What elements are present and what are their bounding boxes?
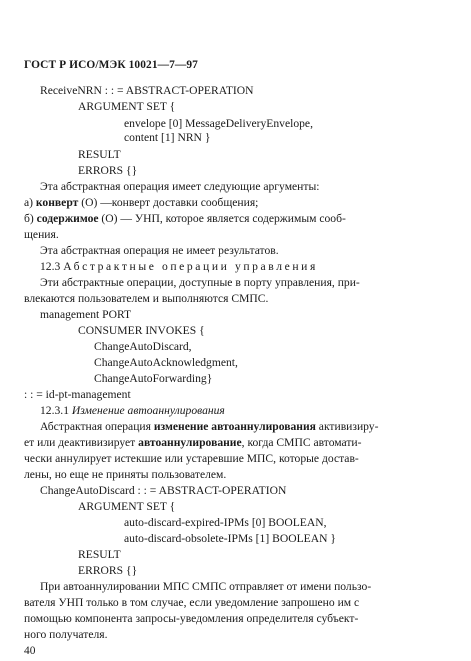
code-line: auto-discard-obsolete-IPMs [1] BOOLEAN } [124, 532, 336, 545]
paragraph-line: ет или деактивизирует автоаннулирование, когда СМПС автомати- [24, 436, 362, 449]
code-line: : : = id-pt-management [24, 388, 131, 401]
code-line: envelope [0] MessageDeliveryEnvelope, [124, 117, 313, 130]
code-line: ERRORS {} [78, 164, 138, 177]
paragraph-line: Абстрактная операция изменение автоаннулирования активизиру- [40, 420, 379, 433]
paragraph-line: ного получателя. [24, 628, 108, 641]
code-line: ChangeAutoForwarding} [94, 372, 213, 385]
code-line: ERRORS {} [78, 564, 138, 577]
term-auto-discard: автоаннулирование [138, 436, 242, 449]
paragraph-line: влекаются пользователем и выполняются СМПС. [24, 292, 269, 305]
paragraph-line: Эта абстрактная операция имеет следующие аргументы: [40, 180, 320, 193]
code-line: ReceiveNRN : : = ABSTRACT-OPERATION [40, 84, 254, 97]
paragraph-line: щения. [24, 228, 59, 241]
code-line: ChangeAutoAcknowledgment, [94, 356, 238, 369]
code-line: management PORT [40, 308, 132, 321]
paragraph-line: лены, но еще не приняты пользователем. [24, 468, 227, 481]
paragraph-line: помощью компонента запросы-уведомления определителя субъект- [24, 612, 359, 625]
subsection-heading: 12.3.1 Изменение автоаннулирования [40, 404, 225, 417]
page-number: 40 [24, 645, 36, 657]
code-line: ChangeAutoDiscard, [94, 340, 192, 353]
term-change-auto-discard: изменение автоаннулирования [153, 420, 316, 433]
paragraph-line: чески аннулирует истекшие или устаревшие МПС, которые достав- [24, 452, 359, 465]
section-heading: 12.3 Абстрактные операции управления [40, 260, 318, 273]
code-line: RESULT [78, 148, 121, 161]
paragraph-line: б) содержимое (О) — УНП, которое является содержимым сооб- [24, 212, 346, 225]
code-line: ARGUMENT SET { [78, 100, 176, 113]
document-header: ГОСТ Р ИСО/МЭК 10021—7—97 [24, 59, 198, 71]
paragraph-line: а) конверт (О) —конверт доставки сообщения; [24, 196, 259, 209]
paragraph-line: При автоаннулировании МПС СМПС отправляет от имени пользо- [40, 580, 372, 593]
code-line: auto-discard-expired-IPMs [0] BOOLEAN, [124, 516, 327, 529]
term-envelope: конверт [35, 196, 79, 209]
code-line: CONSUMER INVOKES { [78, 324, 205, 337]
code-line: RESULT [78, 548, 121, 561]
code-line: content [1] NRN } [124, 131, 211, 144]
paragraph-line: Эта абстрактная операция не имеет результатов. [40, 244, 279, 257]
paragraph-line: Эти абстрактные операции, доступные в порту управления, при- [40, 276, 360, 289]
code-line: ARGUMENT SET { [78, 500, 176, 513]
term-content: содержимое [36, 212, 99, 225]
paragraph-line: вателя УНП только в том случае, если уведомление запрошено им с [24, 596, 360, 609]
code-line: ChangeAutoDiscard : : = ABSTRACT-OPERATION [40, 484, 287, 497]
